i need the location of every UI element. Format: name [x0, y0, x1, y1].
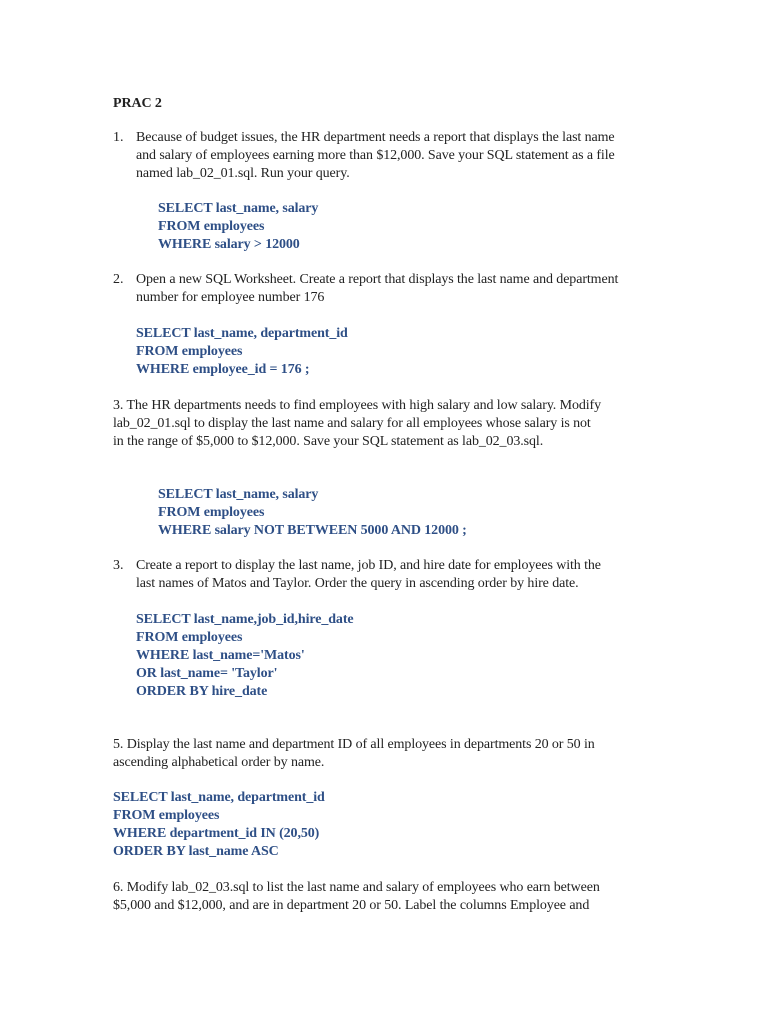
q3a-sql-line-2: FROM employees	[158, 505, 265, 520]
q3a-text-line-1: 3. The HR departments needs to find employees with high salary and low salary. Modify	[113, 398, 602, 413]
q2-sql-line-1: SELECT last_name, department_id	[136, 326, 348, 341]
q3a-sql-line-1: SELECT last_name, salary	[158, 487, 319, 502]
q5-sql-line-2: FROM employees	[113, 808, 220, 823]
q3b-text-line-1: Create a report to display the last name, job ID, and hire date for employees with the	[136, 558, 601, 573]
q1-sql-line-1: SELECT last_name, salary	[158, 201, 319, 216]
q3a-text-line-3: in the range of $5,000 to $12,000. Save your SQL statement as lab_02_03.sql.	[113, 434, 544, 449]
q5-sql-line-3: WHERE department_id IN (20,50)	[113, 826, 320, 841]
q3b-text-line-2: last names of Matos and Taylor. Order the query in ascending order by hire date.	[136, 576, 579, 591]
q6-text-line-2: $5,000 and $12,000, and are in department 20 or 50. Label the columns Employee and	[113, 898, 590, 913]
q1-sql-line-2: FROM employees	[158, 219, 265, 234]
q3b-number: 3.	[113, 558, 124, 573]
q2-number: 2.	[113, 272, 124, 287]
q5-sql-line-4: ORDER BY last_name ASC	[113, 844, 279, 859]
q6-text-line-1: 6. Modify lab_02_03.sql to list the last name and salary of employees who earn between	[113, 880, 600, 895]
q1-text-line-1: Because of budget issues, the HR department needs a report that displays the last name	[136, 130, 615, 145]
q2-sql-line-3: WHERE employee_id = 176 ;	[136, 362, 310, 377]
q5-text-line-2: ascending alphabetical order by name.	[113, 755, 325, 770]
q3b-sql-line-3: WHERE last_name='Matos'	[136, 648, 305, 663]
q1-number: 1.	[113, 130, 124, 145]
q1-sql-line-3: WHERE salary > 12000	[158, 237, 300, 252]
q1-text-line-2: and salary of employees earning more than $12,000. Save your SQL statement as a file	[136, 148, 615, 163]
q3b-sql-line-5: ORDER BY hire_date	[136, 684, 268, 699]
q2-sql-line-2: FROM employees	[136, 344, 243, 359]
q1-text-line-3: named lab_02_01.sql. Run your query.	[136, 166, 350, 181]
q5-sql-line-1: SELECT last_name, department_id	[113, 790, 325, 805]
q3a-text-line-2: lab_02_01.sql to display the last name and salary for all employees whose salary is not	[113, 416, 591, 431]
q3b-sql-line-1: SELECT last_name,job_id,hire_date	[136, 612, 354, 627]
q3b-sql-line-2: FROM employees	[136, 630, 243, 645]
q2-text-line-2: number for employee number 176	[136, 290, 325, 305]
q5-text-line-1: 5. Display the last name and department ID of all employees in departments 20 or 50 in	[113, 737, 595, 752]
q3a-sql-line-3: WHERE salary NOT BETWEEN 5000 AND 12000 ;	[158, 523, 467, 538]
q3b-sql-line-4: OR last_name= 'Taylor'	[136, 666, 278, 681]
page-title: PRAC 2	[113, 96, 162, 111]
q2-text-line-1: Open a new SQL Worksheet. Create a report that displays the last name and department	[136, 272, 619, 287]
